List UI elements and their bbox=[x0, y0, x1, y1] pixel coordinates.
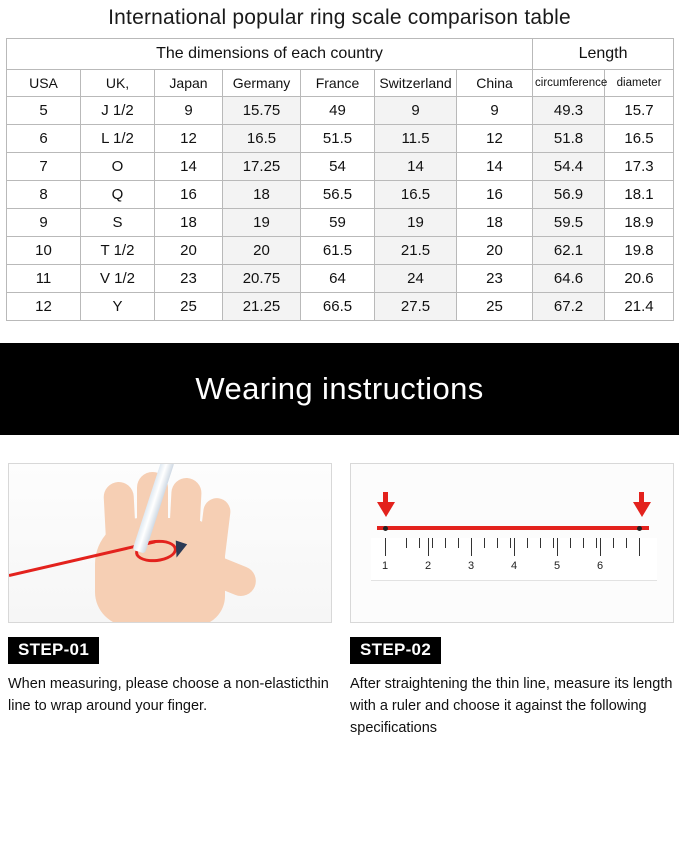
table-row bbox=[7, 237, 674, 265]
step-01-text: When measuring, please choose a non-elasticthin line to wrap around your finger. bbox=[8, 676, 329, 714]
ruler-tick bbox=[527, 538, 528, 548]
cell-china: 23 bbox=[457, 265, 533, 293]
cell-japan: 23 bbox=[155, 265, 223, 293]
ruler-tick bbox=[613, 538, 614, 548]
cell-uk: T 1/2 bbox=[81, 237, 155, 265]
cell-diameter: 19.8 bbox=[605, 237, 674, 265]
cell-usa: 8 bbox=[7, 181, 81, 209]
cell-germany: 19 bbox=[223, 209, 301, 237]
ruler-tick bbox=[432, 538, 433, 548]
col-header-uk: UK, bbox=[81, 70, 155, 97]
cell-germany: 20.75 bbox=[223, 265, 301, 293]
cell-france: 51.5 bbox=[301, 125, 375, 153]
cell-germany: 20 bbox=[223, 237, 301, 265]
col-header-diameter: diameter bbox=[605, 70, 674, 97]
cell-switzerland: 19 bbox=[375, 209, 457, 237]
table-row bbox=[7, 97, 674, 125]
cell-diameter: 18.9 bbox=[605, 209, 674, 237]
table-row bbox=[7, 125, 674, 153]
step-01-image bbox=[8, 463, 332, 623]
ruler-tick bbox=[600, 538, 601, 556]
col-header-japan: Japan bbox=[155, 70, 223, 97]
step-02-image bbox=[350, 463, 674, 623]
ruler-tick bbox=[626, 538, 627, 548]
cell-usa: 7 bbox=[7, 153, 81, 181]
cell-usa: 11 bbox=[7, 265, 81, 293]
ruler-tick bbox=[514, 538, 515, 556]
col-header-china: China bbox=[457, 70, 533, 97]
step-01 bbox=[8, 463, 332, 739]
cell-diameter: 20.6 bbox=[605, 265, 674, 293]
ruler-tick bbox=[428, 538, 429, 556]
cell-switzerland: 11.5 bbox=[375, 125, 457, 153]
cell-japan: 16 bbox=[155, 181, 223, 209]
ruler-tick bbox=[510, 538, 511, 548]
cell-uk: O bbox=[81, 153, 155, 181]
col-header-france: France bbox=[301, 70, 375, 97]
ruler-label: 1 bbox=[381, 560, 389, 572]
step-01-badge: STEP-01 bbox=[8, 637, 99, 664]
cell-france: 66.5 bbox=[301, 293, 375, 321]
cell-france: 54 bbox=[301, 153, 375, 181]
col-header-circumference: circumference bbox=[533, 70, 605, 97]
ruler-tick bbox=[557, 538, 558, 556]
table-header-row bbox=[7, 70, 674, 97]
cell-france: 61.5 bbox=[301, 237, 375, 265]
col-header-germany: Germany bbox=[223, 70, 301, 97]
cell-switzerland: 14 bbox=[375, 153, 457, 181]
arrow-down-right-stem-icon bbox=[639, 492, 644, 506]
cell-circumference: 67.2 bbox=[533, 293, 605, 321]
table-group-header-row bbox=[7, 39, 674, 70]
group-header-length: Length bbox=[533, 39, 674, 70]
cell-uk: Q bbox=[81, 181, 155, 209]
page-title: International popular ring scale comparison table bbox=[108, 6, 571, 29]
cell-china: 12 bbox=[457, 125, 533, 153]
ruler-label: 3 bbox=[467, 560, 475, 572]
step-02-text: After straightening the thin line, measure its length with a ruler and choose it against the following specifications bbox=[350, 676, 673, 736]
steps-section bbox=[0, 435, 679, 739]
cell-china: 20 bbox=[457, 237, 533, 265]
banner-title: Wearing instructions bbox=[195, 371, 484, 406]
cell-switzerland: 16.5 bbox=[375, 181, 457, 209]
cell-circumference: 54.4 bbox=[533, 153, 605, 181]
ruler-tick bbox=[385, 538, 386, 556]
ruler-tick bbox=[406, 538, 407, 548]
cell-usa: 5 bbox=[7, 97, 81, 125]
cell-usa: 12 bbox=[7, 293, 81, 321]
cell-japan: 20 bbox=[155, 237, 223, 265]
cell-uk: Y bbox=[81, 293, 155, 321]
cell-uk: S bbox=[81, 209, 155, 237]
cell-germany: 15.75 bbox=[223, 97, 301, 125]
cell-circumference: 59.5 bbox=[533, 209, 605, 237]
ruler-label: 5 bbox=[553, 560, 561, 572]
cell-japan: 25 bbox=[155, 293, 223, 321]
cell-circumference: 64.6 bbox=[533, 265, 605, 293]
cell-switzerland: 9 bbox=[375, 97, 457, 125]
cell-japan: 9 bbox=[155, 97, 223, 125]
cell-germany: 16.5 bbox=[223, 125, 301, 153]
cell-china: 25 bbox=[457, 293, 533, 321]
ruler-tick bbox=[458, 538, 459, 548]
cell-switzerland: 24 bbox=[375, 265, 457, 293]
cell-uk: J 1/2 bbox=[81, 97, 155, 125]
cell-japan: 14 bbox=[155, 153, 223, 181]
cell-germany: 18 bbox=[223, 181, 301, 209]
cell-diameter: 21.4 bbox=[605, 293, 674, 321]
ruler-tick bbox=[497, 538, 498, 548]
cell-diameter: 15.7 bbox=[605, 97, 674, 125]
cell-usa: 9 bbox=[7, 209, 81, 237]
measured-thread-icon bbox=[377, 526, 649, 530]
ruler-tick bbox=[540, 538, 541, 548]
cell-germany: 17.25 bbox=[223, 153, 301, 181]
cell-china: 14 bbox=[457, 153, 533, 181]
ruler-tick bbox=[445, 538, 446, 548]
cell-circumference: 51.8 bbox=[533, 125, 605, 153]
cell-france: 56.5 bbox=[301, 181, 375, 209]
cell-france: 64 bbox=[301, 265, 375, 293]
cell-switzerland: 21.5 bbox=[375, 237, 457, 265]
ruler-tick bbox=[471, 538, 472, 556]
ruler-label: 6 bbox=[596, 560, 604, 572]
cell-circumference: 56.9 bbox=[533, 181, 605, 209]
step-02-badge: STEP-02 bbox=[350, 637, 441, 664]
cell-china: 18 bbox=[457, 209, 533, 237]
table-row bbox=[7, 153, 674, 181]
step-02 bbox=[350, 463, 674, 739]
ruler-tick bbox=[596, 538, 597, 548]
table-row bbox=[7, 209, 674, 237]
measure-end-dot-icon bbox=[637, 526, 642, 531]
ruler-tick bbox=[553, 538, 554, 548]
cell-japan: 18 bbox=[155, 209, 223, 237]
cell-circumference: 62.1 bbox=[533, 237, 605, 265]
ring-size-table-container bbox=[0, 38, 679, 321]
cell-china: 9 bbox=[457, 97, 533, 125]
table-row bbox=[7, 181, 674, 209]
cell-germany: 21.25 bbox=[223, 293, 301, 321]
ring-size-table bbox=[6, 38, 674, 321]
cell-france: 59 bbox=[301, 209, 375, 237]
cell-uk: L 1/2 bbox=[81, 125, 155, 153]
cell-diameter: 17.3 bbox=[605, 153, 674, 181]
cell-circumference: 49.3 bbox=[533, 97, 605, 125]
wearing-instructions-banner bbox=[0, 343, 679, 435]
arrow-down-left-stem-icon bbox=[383, 492, 388, 506]
cell-japan: 12 bbox=[155, 125, 223, 153]
cell-switzerland: 27.5 bbox=[375, 293, 457, 321]
ruler-tick bbox=[639, 538, 640, 556]
cell-uk: V 1/2 bbox=[81, 265, 155, 293]
measure-start-dot-icon bbox=[383, 526, 388, 531]
col-header-usa: USA bbox=[7, 70, 81, 97]
ruler-label: 2 bbox=[424, 560, 432, 572]
col-header-switzerland: Switzerland bbox=[375, 70, 457, 97]
cell-china: 16 bbox=[457, 181, 533, 209]
ruler-tick bbox=[484, 538, 485, 548]
ruler-tick bbox=[583, 538, 584, 548]
cell-usa: 10 bbox=[7, 237, 81, 265]
cell-diameter: 18.1 bbox=[605, 181, 674, 209]
cell-usa: 6 bbox=[7, 125, 81, 153]
table-row bbox=[7, 293, 674, 321]
table-row bbox=[7, 265, 674, 293]
group-header-countries: The dimensions of each country bbox=[7, 39, 533, 70]
ruler-tick bbox=[570, 538, 571, 548]
cell-france: 49 bbox=[301, 97, 375, 125]
ruler-tick bbox=[419, 538, 420, 548]
cell-diameter: 16.5 bbox=[605, 125, 674, 153]
ruler-label: 4 bbox=[510, 560, 518, 572]
